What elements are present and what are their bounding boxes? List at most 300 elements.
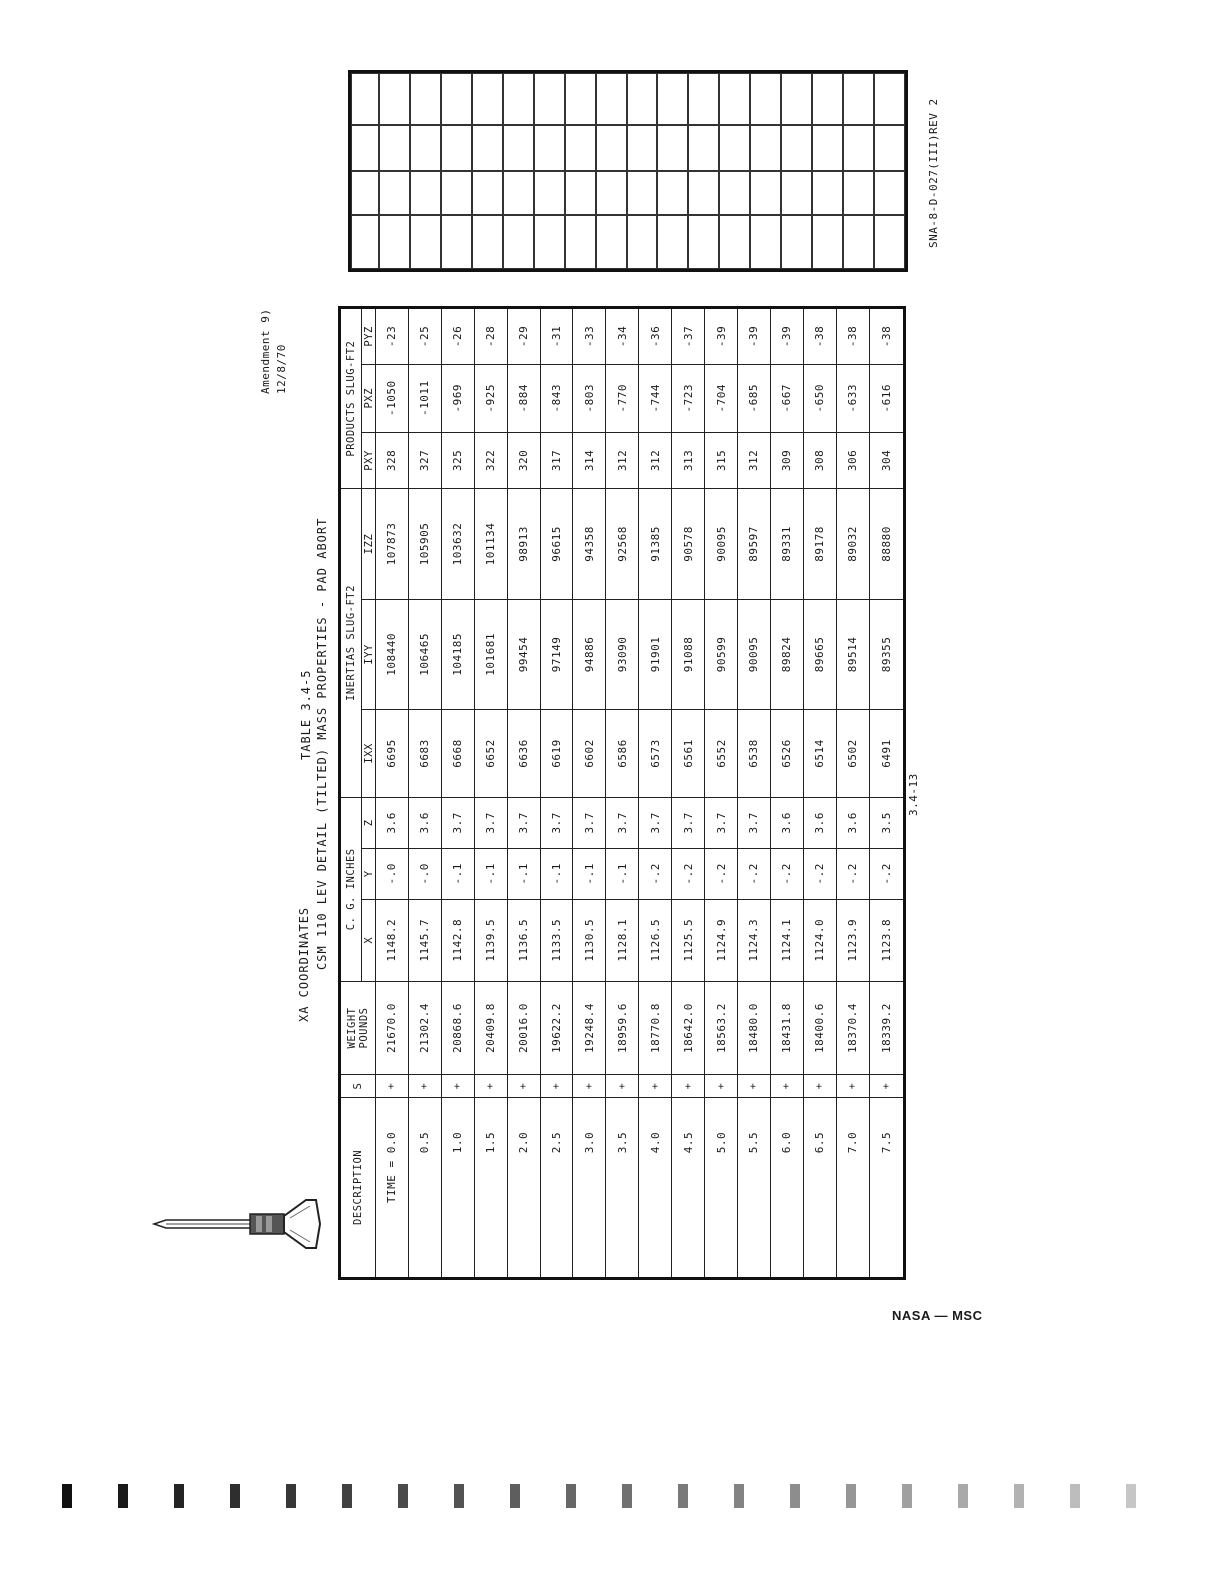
cell-weight: 20409.8 <box>474 981 507 1074</box>
cell-pyz: -28 <box>474 308 507 365</box>
cell-pxz: -884 <box>507 364 540 432</box>
cell-pxz: -744 <box>639 364 672 432</box>
blank-cell <box>812 171 843 215</box>
cell-z: 3.6 <box>803 797 836 848</box>
cell-z: 3.7 <box>507 797 540 848</box>
cell-y: -.1 <box>540 848 573 899</box>
cell-y: -.0 <box>376 848 409 899</box>
cell-sign: + <box>737 1075 770 1098</box>
cell-desc: 2.0 <box>507 1097 540 1278</box>
cell-weight: 18431.8 <box>770 981 803 1074</box>
cell-z: 3.7 <box>441 797 474 848</box>
cell-pyz: -29 <box>507 308 540 365</box>
cell-sign: + <box>803 1075 836 1098</box>
cell-iyy: 89824 <box>770 599 803 709</box>
cell-ixx: 6514 <box>803 710 836 798</box>
blank-cell <box>750 125 781 171</box>
blank-cell <box>596 215 627 269</box>
cell-y: -.1 <box>507 848 540 899</box>
cell-izz: 91385 <box>639 489 672 599</box>
blank-cell <box>351 125 379 171</box>
blank-cell <box>781 73 812 125</box>
cell-desc: 6.5 <box>803 1097 836 1278</box>
col-cg-z: Z <box>362 797 376 848</box>
film-mark <box>286 1484 296 1508</box>
nasa-msc-footer: NASA — MSC <box>892 1308 983 1323</box>
cell-izz: 89597 <box>737 489 770 599</box>
cell-x: 1124.0 <box>803 899 836 981</box>
blank-cell <box>874 171 905 215</box>
cell-z: 3.7 <box>606 797 639 848</box>
cell-weight: 21670.0 <box>376 981 409 1074</box>
cell-desc: 7.0 <box>836 1097 869 1278</box>
cell-y: -.0 <box>408 848 441 899</box>
cell-pyz: -34 <box>606 308 639 365</box>
blank-cell <box>596 125 627 171</box>
table-row <box>441 308 474 1279</box>
blank-cell <box>534 125 565 171</box>
cell-z: 3.7 <box>672 797 705 848</box>
cell-sign: + <box>672 1075 705 1098</box>
cell-pyz: -39 <box>705 308 738 365</box>
cell-ixx: 6502 <box>836 710 869 798</box>
cell-ixx: 6602 <box>573 710 606 798</box>
cell-iyy: 89355 <box>869 599 904 709</box>
cell-x: 1142.8 <box>441 899 474 981</box>
cell-x: 1128.1 <box>606 899 639 981</box>
cell-izz: 89032 <box>836 489 869 599</box>
blank-cell <box>627 215 658 269</box>
col-description: DESCRIPTION <box>340 1097 376 1278</box>
cell-z: 3.6 <box>770 797 803 848</box>
table-number-block <box>298 670 314 760</box>
cell-x: 1136.5 <box>507 899 540 981</box>
table-header-block <box>296 907 312 1022</box>
col-iyy: IYY <box>362 599 376 709</box>
film-mark <box>958 1484 968 1508</box>
film-mark <box>846 1484 856 1508</box>
cell-weight: 18642.0 <box>672 981 705 1074</box>
blank-cell <box>688 215 719 269</box>
cell-pxy: 314 <box>573 432 606 489</box>
table-number: TABLE 3.4-5 <box>299 669 313 760</box>
cell-sign: + <box>441 1075 474 1098</box>
cell-iyy: 93090 <box>606 599 639 709</box>
film-mark <box>454 1484 464 1508</box>
col-weight-line1: WEIGHT <box>346 1007 358 1049</box>
blank-cell <box>874 125 905 171</box>
blank-cell <box>688 125 719 171</box>
cell-weight: 18959.6 <box>606 981 639 1074</box>
cell-pxz: -650 <box>803 364 836 432</box>
cell-pxz: -925 <box>474 364 507 432</box>
col-pxy: PXY <box>362 432 376 489</box>
film-mark <box>734 1484 744 1508</box>
cell-y: -.1 <box>474 848 507 899</box>
blank-cell <box>410 215 441 269</box>
blank-cell <box>351 171 379 215</box>
cell-iyy: 90095 <box>737 599 770 709</box>
cell-desc: 4.5 <box>672 1097 705 1278</box>
blank-cell <box>441 73 472 125</box>
blank-cell <box>410 125 441 171</box>
blank-cell <box>719 215 750 269</box>
cell-x: 1126.5 <box>639 899 672 981</box>
cell-iyy: 108440 <box>376 599 409 709</box>
cell-sign: + <box>376 1075 409 1098</box>
cell-z: 3.6 <box>836 797 869 848</box>
cell-pxy: 320 <box>507 432 540 489</box>
cell-x: 1124.9 <box>705 899 738 981</box>
cell-sign: + <box>474 1075 507 1098</box>
table-row <box>408 308 441 1279</box>
blank-cell <box>534 73 565 125</box>
film-mark <box>230 1484 240 1508</box>
cell-x: 1130.5 <box>573 899 606 981</box>
page-number: 3.4-13 <box>907 773 920 816</box>
cell-sign: + <box>869 1075 904 1098</box>
blank-cell <box>812 125 843 171</box>
cell-pxy: 317 <box>540 432 573 489</box>
cell-ixx: 6683 <box>408 710 441 798</box>
cell-ixx: 6652 <box>474 710 507 798</box>
blank-cell <box>657 73 688 125</box>
cell-y: -.2 <box>639 848 672 899</box>
cell-pyz: -25 <box>408 308 441 365</box>
cell-pyz: -23 <box>376 308 409 365</box>
cell-z: 3.6 <box>376 797 409 848</box>
cell-iyy: 91901 <box>639 599 672 709</box>
cell-pxy: 322 <box>474 432 507 489</box>
cell-y: -.1 <box>606 848 639 899</box>
film-mark <box>62 1484 72 1508</box>
cell-pxy: 312 <box>606 432 639 489</box>
cell-desc: 2.5 <box>540 1097 573 1278</box>
cell-pxy: 308 <box>803 432 836 489</box>
cell-weight: 18339.2 <box>869 981 904 1074</box>
cell-iyy: 89514 <box>836 599 869 709</box>
cell-iyy: 101681 <box>474 599 507 709</box>
cell-desc: 1.0 <box>441 1097 474 1278</box>
film-mark <box>1014 1484 1024 1508</box>
col-cg-y: Y <box>362 848 376 899</box>
blank-cell <box>565 73 596 125</box>
cell-ixx: 6636 <box>507 710 540 798</box>
blank-cell <box>596 171 627 215</box>
cell-z: 3.7 <box>474 797 507 848</box>
cell-pyz: -38 <box>836 308 869 365</box>
cell-y: -.2 <box>836 848 869 899</box>
blank-cell <box>719 171 750 215</box>
cell-desc: 6.0 <box>770 1097 803 1278</box>
cell-desc: 3.0 <box>573 1097 606 1278</box>
cell-pxz: -704 <box>705 364 738 432</box>
cell-y: -.2 <box>705 848 738 899</box>
col-group-products: PRODUCTS SLUG-FT2 <box>340 308 362 489</box>
cell-y: -.2 <box>737 848 770 899</box>
cell-sign: + <box>639 1075 672 1098</box>
cell-weight: 18370.4 <box>836 981 869 1074</box>
film-mark <box>566 1484 576 1508</box>
blank-cell <box>503 125 534 171</box>
cell-izz: 90578 <box>672 489 705 599</box>
col-sign: S <box>340 1075 376 1098</box>
blank-cell <box>874 215 905 269</box>
blank-cell <box>565 171 596 215</box>
blank-cell <box>503 215 534 269</box>
table-row <box>705 308 738 1279</box>
mass-properties-table-wrap <box>338 306 906 1280</box>
cell-desc: 7.5 <box>869 1097 904 1278</box>
cell-iyy: 90599 <box>705 599 738 709</box>
cell-pxy: 327 <box>408 432 441 489</box>
blank-cell <box>719 125 750 171</box>
blank-cell <box>503 171 534 215</box>
cell-sign: + <box>507 1075 540 1098</box>
blank-cell <box>379 73 410 125</box>
cell-iyy: 91088 <box>672 599 705 709</box>
blank-cell <box>874 73 905 125</box>
cell-pxy: 304 <box>869 432 904 489</box>
cell-pxy: 312 <box>639 432 672 489</box>
blank-cell <box>750 215 781 269</box>
cell-ixx: 6573 <box>639 710 672 798</box>
blank-entry-grid <box>348 70 908 272</box>
film-mark <box>902 1484 912 1508</box>
film-mark <box>118 1484 128 1508</box>
blank-cell <box>472 215 503 269</box>
blank-cell <box>657 125 688 171</box>
cell-izz: 90095 <box>705 489 738 599</box>
col-group-inertias: INERTIAS SLUG-FT2 <box>340 489 362 798</box>
cell-izz: 96615 <box>540 489 573 599</box>
spacecraft-icon <box>150 1196 322 1252</box>
col-group-cg: C. G. INCHES <box>340 797 362 981</box>
cell-pxy: 313 <box>672 432 705 489</box>
cell-y: -.2 <box>672 848 705 899</box>
table-row <box>836 308 869 1279</box>
col-cg-x: X <box>362 899 376 981</box>
table-row <box>474 308 507 1279</box>
cell-pyz: -39 <box>737 308 770 365</box>
cell-weight: 18480.0 <box>737 981 770 1074</box>
film-mark <box>342 1484 352 1508</box>
cell-x: 1124.3 <box>737 899 770 981</box>
cell-izz: 105905 <box>408 489 441 599</box>
cell-ixx: 6491 <box>869 710 904 798</box>
blank-cell <box>688 73 719 125</box>
blank-cell <box>843 171 874 215</box>
blank-cell <box>843 125 874 171</box>
cell-pyz: -31 <box>540 308 573 365</box>
cell-x: 1124.1 <box>770 899 803 981</box>
table-row <box>573 308 606 1279</box>
film-edge-marks <box>60 1482 1160 1512</box>
cell-desc: 5.5 <box>737 1097 770 1278</box>
blank-cell <box>472 73 503 125</box>
cell-pxz: -969 <box>441 364 474 432</box>
cell-pxz: -723 <box>672 364 705 432</box>
cell-y: -.2 <box>770 848 803 899</box>
film-mark <box>510 1484 520 1508</box>
cell-izz: 92568 <box>606 489 639 599</box>
cell-desc: 3.5 <box>606 1097 639 1278</box>
table-row <box>869 308 904 1279</box>
cell-weight: 18563.2 <box>705 981 738 1074</box>
cell-y: -.2 <box>869 848 904 899</box>
cell-iyy: 94886 <box>573 599 606 709</box>
blank-cell <box>472 171 503 215</box>
amendment-block <box>258 309 290 394</box>
blank-cell <box>379 215 410 269</box>
blank-cell <box>472 125 503 171</box>
blank-cell <box>441 171 472 215</box>
blank-cell <box>379 125 410 171</box>
cell-ixx: 6538 <box>737 710 770 798</box>
col-weight <box>340 981 376 1074</box>
cell-iyy: 97149 <box>540 599 573 709</box>
film-mark <box>622 1484 632 1508</box>
blank-cell <box>812 215 843 269</box>
cell-sign: + <box>408 1075 441 1098</box>
document-number: SNA-8-D-027(III)REV 2 <box>927 98 940 248</box>
cell-x: 1123.9 <box>836 899 869 981</box>
film-mark <box>678 1484 688 1508</box>
table-row <box>376 308 409 1279</box>
table-row <box>606 308 639 1279</box>
cell-iyy: 106465 <box>408 599 441 709</box>
cell-pyz: -26 <box>441 308 474 365</box>
cell-x: 1133.5 <box>540 899 573 981</box>
blank-cell <box>410 73 441 125</box>
cell-z: 3.7 <box>705 797 738 848</box>
cell-pxy: 309 <box>770 432 803 489</box>
cell-pxz: -1050 <box>376 364 409 432</box>
cell-x: 1148.2 <box>376 899 409 981</box>
cell-desc: 4.0 <box>639 1097 672 1278</box>
cell-izz: 107873 <box>376 489 409 599</box>
cell-pxz: -803 <box>573 364 606 432</box>
cell-y: -.2 <box>803 848 836 899</box>
cell-izz: 89178 <box>803 489 836 599</box>
cell-ixx: 6619 <box>540 710 573 798</box>
blank-cell <box>565 125 596 171</box>
cell-pxy: 325 <box>441 432 474 489</box>
mass-properties-table <box>338 306 906 1280</box>
blank-cell <box>781 171 812 215</box>
col-pxz: PXZ <box>362 364 376 432</box>
cell-izz: 98913 <box>507 489 540 599</box>
table-row <box>639 308 672 1279</box>
cell-pyz: -38 <box>869 308 904 365</box>
cell-y: -.1 <box>441 848 474 899</box>
cell-y: -.1 <box>573 848 606 899</box>
xa-coordinates-label: XA COORDINATES <box>297 906 311 1022</box>
cell-pyz: -36 <box>639 308 672 365</box>
col-pyz: PYZ <box>362 308 376 365</box>
cell-ixx: 6695 <box>376 710 409 798</box>
cell-weight: 20868.6 <box>441 981 474 1074</box>
cell-pxz: -667 <box>770 364 803 432</box>
blank-cell <box>627 171 658 215</box>
blank-cell <box>812 73 843 125</box>
cell-desc: 5.0 <box>705 1097 738 1278</box>
film-mark <box>1070 1484 1080 1508</box>
cell-sign: + <box>573 1075 606 1098</box>
cell-pxz: -843 <box>540 364 573 432</box>
blank-cell <box>410 171 441 215</box>
cell-pyz: -39 <box>770 308 803 365</box>
film-mark <box>1126 1484 1136 1508</box>
cell-x: 1139.5 <box>474 899 507 981</box>
blank-cell <box>534 215 565 269</box>
blank-cell <box>657 215 688 269</box>
cell-iyy: 99454 <box>507 599 540 709</box>
cell-pxz: -633 <box>836 364 869 432</box>
cell-iyy: 89665 <box>803 599 836 709</box>
blank-cell <box>627 125 658 171</box>
cell-weight: 19248.4 <box>573 981 606 1074</box>
cell-pxy: 312 <box>737 432 770 489</box>
table-row <box>507 308 540 1279</box>
blank-cell <box>843 215 874 269</box>
cell-z: 3.7 <box>540 797 573 848</box>
cell-pxy: 306 <box>836 432 869 489</box>
cell-x: 1125.5 <box>672 899 705 981</box>
cell-ixx: 6526 <box>770 710 803 798</box>
cell-sign: + <box>836 1075 869 1098</box>
cell-z: 3.7 <box>573 797 606 848</box>
film-mark <box>398 1484 408 1508</box>
cell-desc: 0.5 <box>408 1097 441 1278</box>
col-ixx: IXX <box>362 710 376 798</box>
cell-weight: 19622.2 <box>540 981 573 1074</box>
cell-izz: 101134 <box>474 489 507 599</box>
amendment-date: 12/8/70 <box>275 344 288 394</box>
cell-z: 3.7 <box>639 797 672 848</box>
blank-cell <box>781 125 812 171</box>
blank-cell <box>750 73 781 125</box>
cell-ixx: 6668 <box>441 710 474 798</box>
blank-cell <box>565 215 596 269</box>
blank-cell <box>843 73 874 125</box>
cell-weight: 18770.8 <box>639 981 672 1074</box>
cell-sign: + <box>606 1075 639 1098</box>
cell-z: 3.6 <box>408 797 441 848</box>
cell-sign: + <box>770 1075 803 1098</box>
blank-cell <box>503 73 534 125</box>
blank-cell <box>351 215 379 269</box>
blank-cell <box>627 73 658 125</box>
col-izz: IZZ <box>362 489 376 599</box>
blank-cell <box>379 171 410 215</box>
table-row <box>770 308 803 1279</box>
cell-izz: 88880 <box>869 489 904 599</box>
col-weight-line2: POUNDS <box>358 1007 370 1049</box>
cell-sign: + <box>705 1075 738 1098</box>
blank-cell <box>750 171 781 215</box>
cell-sign: + <box>540 1075 573 1098</box>
cell-pyz: -38 <box>803 308 836 365</box>
table-title-block <box>314 518 330 970</box>
cell-pxz: -685 <box>737 364 770 432</box>
cell-x: 1123.8 <box>869 899 904 981</box>
table-row <box>540 308 573 1279</box>
cell-z: 3.5 <box>869 797 904 848</box>
table-row <box>803 308 836 1279</box>
cell-desc: TIME = 0.0 <box>376 1097 409 1278</box>
cell-ixx: 6586 <box>606 710 639 798</box>
